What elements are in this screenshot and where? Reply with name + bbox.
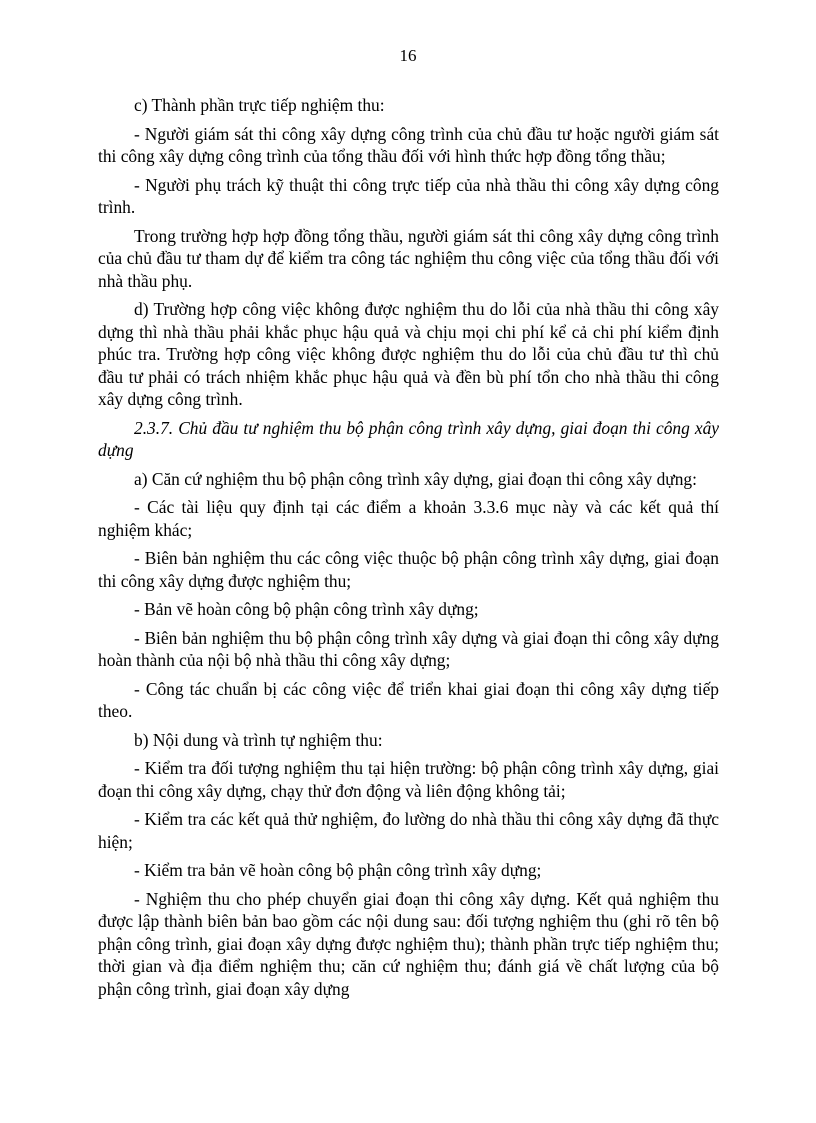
paragraph: d) Trường hợp công việc không được nghiệm thu do lỗi của nhà thầu thi công xây dựng thì nhà thầu phải khắc phục hậu quả và chịu mọi chi phí kể cả chi phí kiểm định phúc tra. Trường hợp công việc không được nghiệm thu do lỗi của chủ đầu tư thì chủ đầu tư phải có trách nhiệm khắc phục hậu quả và đền bù phí tổn cho nhà thầu thi công xây dựng công trình. — [98, 299, 719, 409]
paragraph: - Kiểm tra các kết quả thử nghiệm, đo lường do nhà thầu thi công xây dựng đã thực hiện; — [98, 809, 719, 852]
paragraph: b) Nội dung và trình tự nghiệm thu: — [134, 729, 383, 750]
paragraph: - Kiểm tra đối tượng nghiệm thu tại hiện trường: bộ phận công trình xây dựng, giai đoạn thi công xây dựng, chạy thử đơn động và liên động không tải; — [98, 758, 719, 801]
paragraph: - Biên bản nghiệm thu các công việc thuộc bộ phận công trình xây dựng, giai đoạn thi công xây dựng được nghiệm thu; — [98, 548, 719, 591]
paragraph: - Nghiệm thu cho phép chuyển giai đoạn thi công xây dựng. Kết quả nghiệm thu được lập thành biên bản bao gồm các nội dung sau: đối tượng nghiệm thu (ghi rõ tên bộ phận công trình, giai đoạn xây dựng được nghiệm thu); thành phần trực tiếp nghiệm thu; thời gian và địa điểm nghiệm thu; căn cứ nghiệm thu; đánh giá về chất lượng của bộ phận công trình, giai đoạn xây dựng — [98, 888, 719, 999]
paragraph: - Bản vẽ hoàn công bộ phận công trình xây dựng; — [134, 599, 479, 619]
paragraph: a) Căn cứ nghiệm thu bộ phận công trình xây dựng, giai đoạn thi công xây dựng: — [134, 468, 697, 489]
paragraph: - Biên bản nghiệm thu bộ phận công trình xây dựng và giai đoạn thi công xây dựng hoàn thành của nội bộ nhà thầu thi công xây dựng; — [98, 627, 719, 670]
paragraph: Trong trường hợp hợp đồng tổng thầu, người giám sát thi công xây dựng công trình của chủ đầu tư tham dự để kiểm tra công tác nghiệm thu công việc của tổng thầu đối với nhà thầu phụ. — [98, 225, 719, 291]
paragraph: - Công tác chuẩn bị các công việc để triển khai giai đoạn thi công xây dựng tiếp theo. — [98, 678, 719, 721]
paragraph: - Người giám sát thi công xây dựng công trình của chủ đầu tư hoặc người giám sát thi công xây dựng công trình của tổng thầu đối với hình thức hợp đồng tổng thầu; — [98, 123, 719, 166]
paragraph: - Kiểm tra bản vẽ hoàn công bộ phận công trình xây dựng; — [134, 860, 542, 880]
section-heading: 2.3.7. Chủ đầu tư nghiệm thu bộ phận công trình xây dựng, giai đoạn thi công xây dựng — [98, 417, 719, 460]
document-body — [98, 94, 719, 1006]
paragraph: - Người phụ trách kỹ thuật thi công trực tiếp của nhà thầu thi công xây dựng công trình. — [98, 174, 719, 217]
paragraph: c) Thành phần trực tiếp nghiệm thu: — [134, 95, 385, 115]
page-number: 16 — [399, 46, 417, 65]
paragraph: - Các tài liệu quy định tại các điểm a khoản 3.3.6 mục này và các kết quả thí nghiệm khác; — [98, 497, 719, 540]
